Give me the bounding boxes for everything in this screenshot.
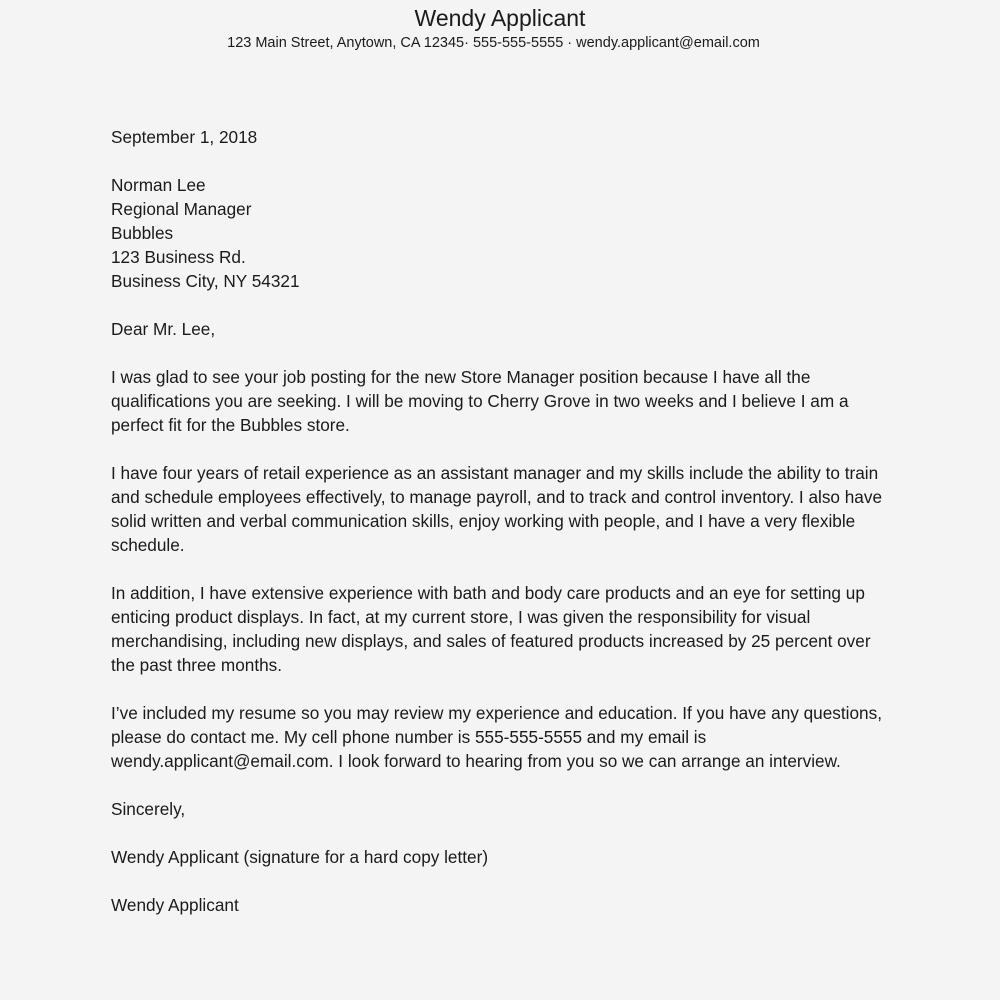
letter-date: September 1, 2018 — [111, 127, 258, 147]
recipient-name: Norman Lee — [111, 175, 206, 195]
recipient-city: Business City, NY 54321 — [111, 271, 300, 291]
recipient-company: Bubbles — [111, 223, 174, 243]
recipient-street: 123 Business Rd. — [111, 247, 246, 267]
letter-body — [111, 125, 891, 941]
paragraph-3: In addition, I have extensive experience with bath and body care products and an eye for setting up enticing product displays. In fact, at my current store, I was given the responsibility for visual merchandising, including new displays, and sales of featured products increased by 25 percent over the past three months. — [111, 583, 871, 675]
paragraph-4: I’ve included my resume so you may review my experience and education. If you have any questions, please do contact me. My cell phone number is 555-555-5555 and my email is wendy.applicant@email.com. I look forward to hearing from you so we can arrange an interview. — [111, 703, 882, 771]
paragraph-1: I was glad to see your job posting for the new Store Manager position because I have all the qualifications you are seeking. I will be moving to Cherry Grove in two weeks and I believe I am a perfect fit for the Bubbles store. — [111, 367, 849, 435]
recipient-title: Regional Manager — [111, 199, 252, 219]
salutation: Dear Mr. Lee, — [111, 319, 216, 339]
typed-name: Wendy Applicant — [111, 895, 239, 915]
signature-note: Wendy Applicant (signature for a hard copy letter) — [111, 847, 489, 867]
paragraph-2: I have four years of retail experience as an assistant manager and my skills include the ability to train and schedule employees effectively, to manage payroll, and to track and control inventory. I also have solid written and verbal communication skills, enjoy working with people, and I have a very flexible schedule. — [111, 463, 883, 555]
sender-name: Wendy Applicant — [414, 5, 586, 31]
recipient-address — [111, 173, 891, 293]
closing: Sincerely, — [111, 799, 186, 819]
sender-contact-line: 123 Main Street, Anytown, CA 12345· 555-555-5555 · wendy.applicant@email.com — [227, 35, 760, 51]
